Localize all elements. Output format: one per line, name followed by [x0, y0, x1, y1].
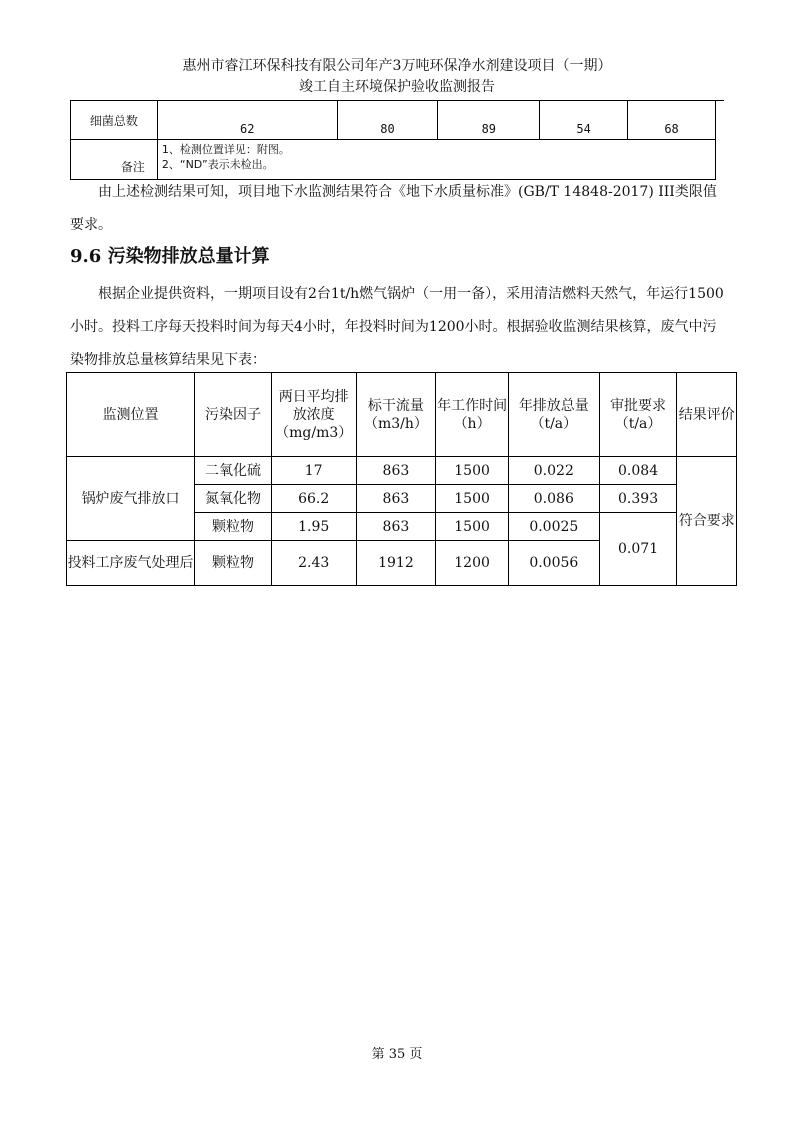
- section-title: 9.6 污染物排放总量计算: [70, 246, 270, 267]
- page-header: [70, 56, 724, 98]
- flow-cell: 1912: [356, 541, 436, 586]
- conc-cell: 66.2: [271, 485, 356, 513]
- header-location: 监测位置: [67, 373, 195, 457]
- annual-cell: 0.086: [508, 485, 599, 513]
- note-item: 1、检测位置详见：附图。: [161, 143, 290, 156]
- emission-total-table: [66, 372, 737, 586]
- conc-cell: 17: [271, 457, 356, 485]
- conc-cell: 1.95: [271, 513, 356, 541]
- note-item: 2、“ND”表示未检出。: [161, 158, 274, 171]
- table-row: [71, 101, 716, 140]
- notes-label: 备注: [71, 140, 158, 180]
- factor-cell: 二氧化硫: [195, 457, 272, 485]
- bacteria-value: 89: [438, 101, 540, 140]
- location-cell: 锅炉废气排放口: [67, 457, 195, 541]
- bacteria-total-label: 细菌总数: [71, 101, 158, 140]
- notes-cell: [157, 140, 715, 180]
- approved-cell: 0.084: [599, 457, 677, 485]
- factor-cell: 氮氧化物: [195, 485, 272, 513]
- approved-cell: 0.393: [599, 485, 677, 513]
- flow-cell: 863: [356, 513, 436, 541]
- header-approved-limit: 审批要求（t/a）: [599, 373, 677, 457]
- header-flow: 标干流量（m3/h）: [356, 373, 436, 457]
- hours-cell: 1500: [436, 457, 509, 485]
- table-row: [67, 457, 737, 485]
- conclusion-paragraph: 由上述检测结果可知，项目地下水监测结果符合《地下水质量标准》(GB/T 14848-2017) III类限值要求。: [70, 184, 717, 233]
- header-result: 结果评价: [677, 373, 737, 457]
- bacteria-value: 80: [337, 101, 438, 140]
- header-concentration: 两日平均排放浓度（mg/m3）: [271, 373, 356, 457]
- annual-cell: 0.0056: [508, 541, 599, 586]
- annual-cell: 0.0025: [508, 513, 599, 541]
- groundwater-table-continued: [70, 100, 716, 180]
- hours-cell: 1200: [436, 541, 509, 586]
- table-header-row: [67, 373, 737, 457]
- header-line-1: 惠州市睿江环保科技有限公司年产3万吨环保净水剂建设项目（一期）: [182, 58, 612, 74]
- location-cell: 投料工序废气处理后: [67, 541, 195, 586]
- page-number: 第 35 页: [371, 1047, 423, 1062]
- flow-cell: 863: [356, 457, 436, 485]
- hours-cell: 1500: [436, 513, 509, 541]
- result-cell: 符合要求: [677, 457, 737, 586]
- factor-cell: 颗粒物: [195, 513, 272, 541]
- bacteria-value: 68: [628, 101, 716, 140]
- header-factor: 污染因子: [195, 373, 272, 457]
- approved-cell: 0.071: [599, 513, 677, 586]
- conc-cell: 2.43: [271, 541, 356, 586]
- annual-cell: 0.022: [508, 457, 599, 485]
- factor-cell: 颗粒物: [195, 541, 272, 586]
- hours-cell: 1500: [436, 485, 509, 513]
- header-annual-emission: 年排放总量（t/a）: [508, 373, 599, 457]
- bacteria-value: 62: [157, 101, 337, 140]
- table-row: [71, 140, 716, 180]
- description-paragraph: 根据企业提供资料，一期项目设有2台1t/h燃气锅炉（一用一备），采用清洁燃料天然气，年运行1500小时。投料工序每天投料时间为每天4小时，年投料时间为1200小时。根据验收监测结果核算，废气中污染物排放总量核算结果见下表：: [70, 286, 724, 368]
- header-line-2: 竣工自主环境保护验收监测报告: [299, 79, 495, 95]
- flow-cell: 863: [356, 485, 436, 513]
- header-hours: 年工作时间（h）: [436, 373, 509, 457]
- bacteria-value: 54: [540, 101, 628, 140]
